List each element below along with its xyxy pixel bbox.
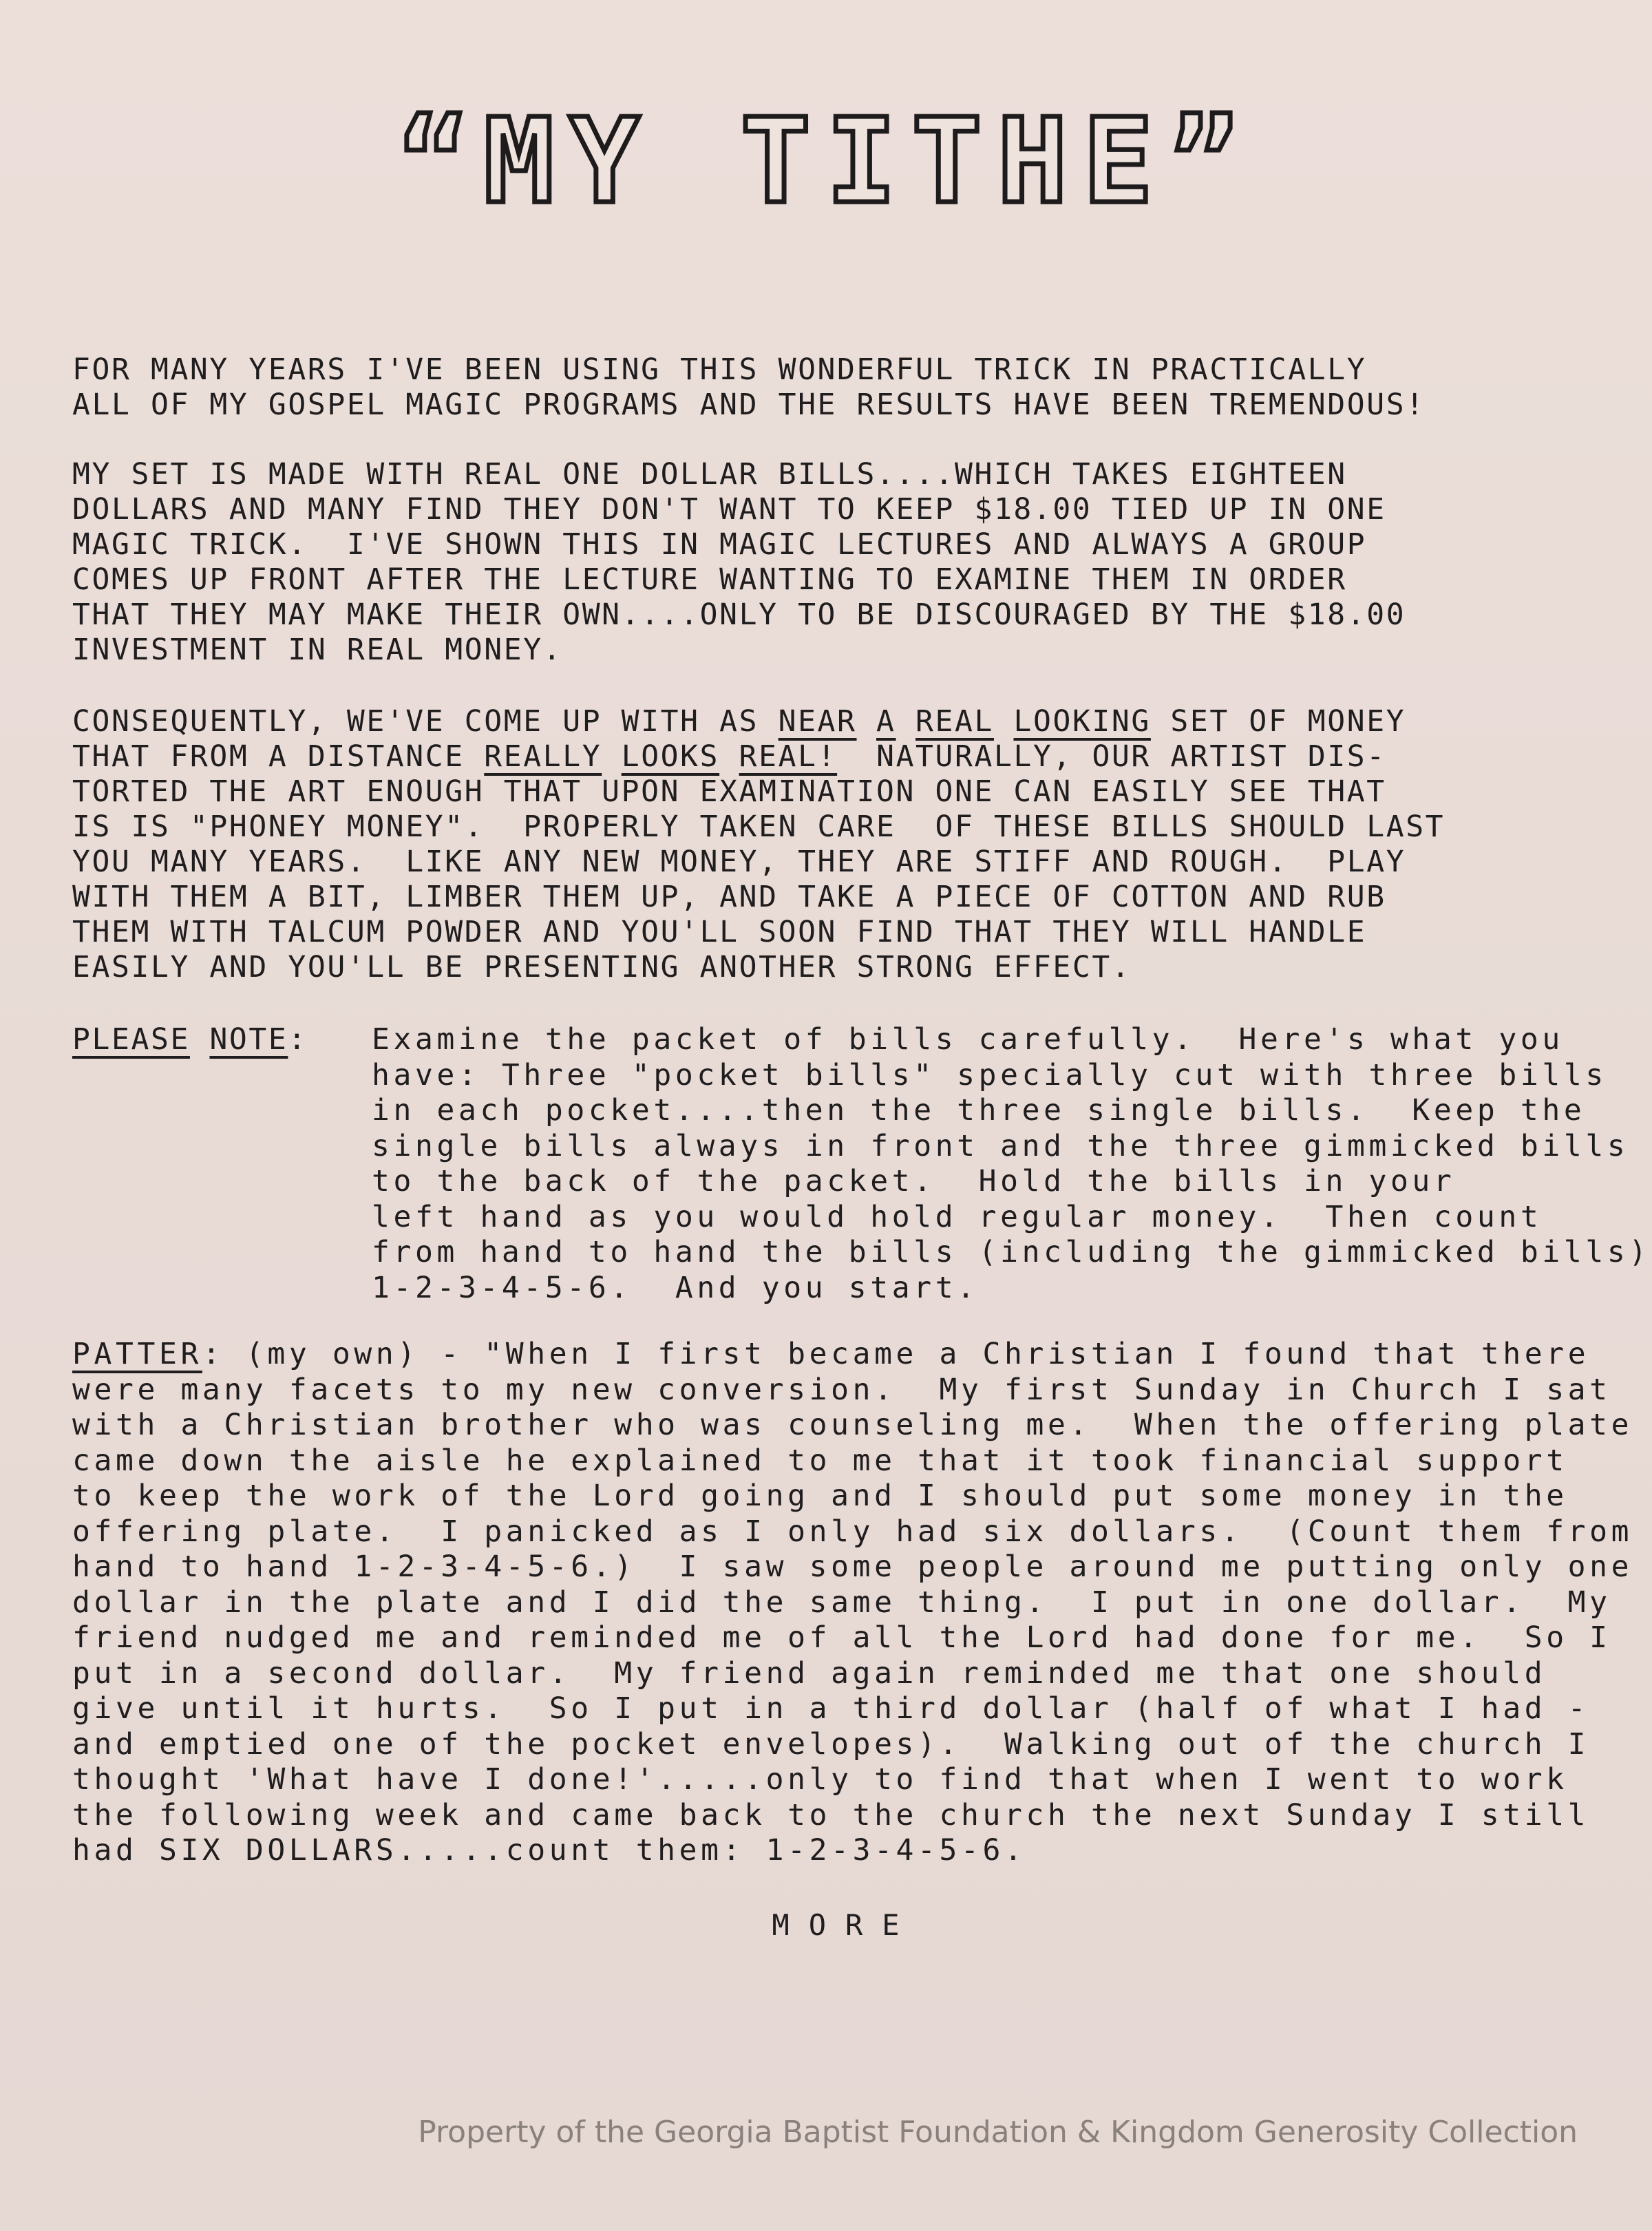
underlined-word: A bbox=[876, 704, 896, 739]
document-title: “MY TITHE” bbox=[398, 94, 1254, 230]
patter-line: had SIX DOLLARS.....count them: 1-2-3-4-5-6. bbox=[72, 1833, 1026, 1868]
note-line: have: Three "pocket bills" specially cut with three bills bbox=[372, 1057, 1607, 1092]
paragraph-line: MY SET IS MADE WITH REAL ONE DOLLAR BILLS....WHICH TAKES EIGHTEEN bbox=[72, 457, 1347, 491]
note-line: Examine the packet of bills carefully. Here's what you bbox=[372, 1022, 1564, 1057]
paragraph-line: WITH THEM A BIT, LIMBER THEM UP, AND TAKE A PIECE OF COTTON AND RUB bbox=[72, 880, 1386, 914]
paragraph-line: YOU MANY YEARS. LIKE ANY NEW MONEY, THEY ARE STIFF AND ROUGH. PLAY bbox=[72, 845, 1406, 879]
patter-line: to keep the work of the Lord going and I should put some money in the bbox=[72, 1479, 1568, 1513]
underlined-word: LOOKS bbox=[621, 739, 720, 774]
patter-line: the following week and came back to the church the next Sunday I still bbox=[72, 1797, 1590, 1832]
paragraph-line: COMES UP FRONT AFTER THE LECTURE WANTING TO EXAMINE THEM IN ORDER bbox=[72, 562, 1347, 597]
patter-section bbox=[72, 1337, 1633, 1869]
real-bills-paragraph bbox=[72, 457, 1406, 668]
patter-label: PATTER bbox=[72, 1337, 202, 1371]
paragraph-line: CONSEQUENTLY, WE'VE COME UP WITH AS NEAR A REAL LOOKING SET OF MONEY bbox=[72, 704, 1406, 739]
underlined-word: REAL! bbox=[739, 739, 838, 774]
patter-line: hand to hand 1-2-3-4-5-6.) I saw some people around me putting only one bbox=[72, 1550, 1633, 1584]
paragraph-line: IS IS "PHONEY MONEY". PROPERLY TAKEN CARE OF THESE BILLS SHOULD LAST bbox=[72, 810, 1446, 844]
paragraph-line: THAT THEY MAY MAKE THEIR OWN....ONLY TO BE DISCOURAGED BY THE $18.00 bbox=[72, 598, 1406, 632]
paragraph-line: DOLLARS AND MANY FIND THEY DON'T WANT TO KEEP $18.00 TIED UP IN ONE bbox=[72, 492, 1386, 527]
patter-line: dollar in the plate and I did the same thing. I put in one dollar. My bbox=[72, 1585, 1611, 1620]
phoney-money-paragraph bbox=[72, 704, 1445, 985]
underlined-word: REAL bbox=[915, 704, 994, 739]
note-line: from hand to hand the bills (including the gimmicked bills) bbox=[372, 1235, 1651, 1269]
please-note-label: PLEASE NOTE: bbox=[72, 1022, 308, 1057]
intro-line: FOR MANY YEARS I'VE BEEN USING THIS WONDERFUL TRICK IN PRACTICALLY bbox=[72, 352, 1367, 387]
paragraph-line: TORTED THE ART ENOUGH THAT UPON EXAMINATION ONE CAN EASILY SEE THAT bbox=[72, 774, 1386, 809]
patter-line: came down the aisle he explained to me that it took financial support bbox=[72, 1443, 1568, 1478]
patter-line: and emptied one of the pocket envelopes). Walking out of the church I bbox=[72, 1726, 1590, 1762]
note-line: to the back of the packet. Hold the bills in your bbox=[372, 1164, 1456, 1198]
patter-line: offering plate. I panicked as I only had six dollars. (Count them from bbox=[72, 1514, 1633, 1549]
paragraph-line: THEM WITH TALCUM POWDER AND YOU'LL SOON FIND THAT THEY WILL HANDLE bbox=[72, 915, 1367, 949]
patter-line: friend nudged me and reminded me of all the Lord had done for me. So I bbox=[72, 1620, 1611, 1655]
patter-line: put in a second dollar. My friend again reminded me that one should bbox=[72, 1656, 1547, 1691]
collection-footer: Property of the Georgia Baptist Foundation & Kingdom Generosity Collection bbox=[418, 2115, 1578, 2150]
note-line: single bills always in front and the three gimmicked bills bbox=[372, 1128, 1629, 1163]
underlined-word: REALLY bbox=[484, 739, 602, 774]
patter-line: with a Christian brother who was counseling me. When the offering plate bbox=[72, 1408, 1633, 1442]
note-line: 1-2-3-4-5-6. And you start. bbox=[372, 1270, 979, 1305]
patter-line: were many facets to my new conversion. My first Sunday in Church I sat bbox=[72, 1372, 1611, 1407]
patter-line: thought 'What have I done!'.....only to find that when I went to work bbox=[72, 1762, 1568, 1797]
more-marker: MORE bbox=[772, 1908, 919, 1942]
intro-paragraph bbox=[72, 352, 1426, 423]
patter-line: PATTER: (my own) - "When I first became a Christian I found that there bbox=[72, 1337, 1590, 1371]
underlined-word: LOOKING bbox=[1013, 704, 1151, 739]
intro-line: ALL OF MY GOSPEL MAGIC PROGRAMS AND THE RESULTS HAVE BEEN TREMENDOUS! bbox=[72, 388, 1426, 422]
please-note-text bbox=[372, 1022, 1651, 1306]
paragraph-line: MAGIC TRICK. I'VE SHOWN THIS IN MAGIC LECTURES AND ALWAYS A GROUP bbox=[72, 527, 1367, 562]
paragraph-line: THAT FROM A DISTANCE REALLY LOOKS REAL! NATURALLY, OUR ARTIST DIS- bbox=[72, 739, 1386, 774]
underlined-word: NEAR bbox=[778, 704, 857, 739]
note-line: in each pocket....then the three single bills. Keep the bbox=[372, 1093, 1586, 1128]
paragraph-line: INVESTMENT IN REAL MONEY. bbox=[72, 633, 563, 667]
patter-line: give until it hurts. So I put in a third dollar (half of what I had - bbox=[72, 1691, 1590, 1726]
note-line: left hand as you would hold regular money. Then count bbox=[372, 1199, 1543, 1234]
paragraph-line: EASILY AND YOU'LL BE PRESENTING ANOTHER STRONG EFFECT. bbox=[72, 950, 1132, 984]
